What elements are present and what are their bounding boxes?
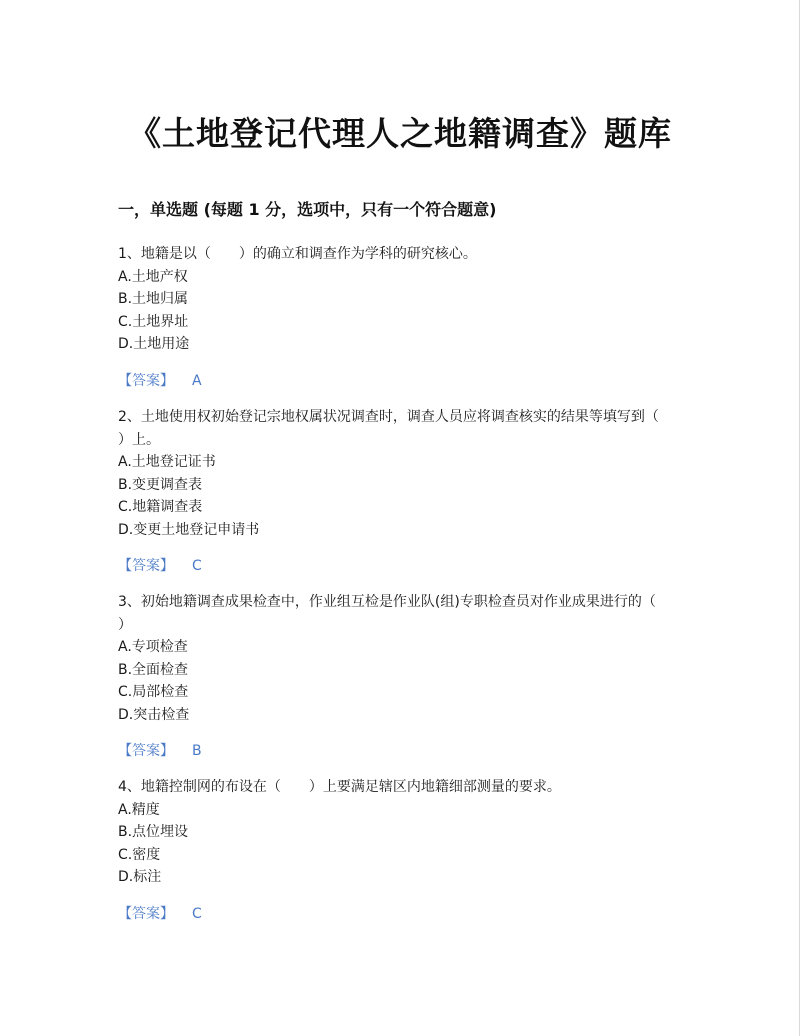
option-d: D.标注	[118, 869, 162, 885]
option-a: A.精度	[118, 801, 160, 818]
question-1	[118, 243, 688, 392]
question-2	[118, 406, 688, 578]
section-heading: 一，单选题 (每题 1 分，选项中，只有一个符合题意)	[118, 200, 497, 219]
answer-tag: 【答案】	[118, 905, 174, 922]
option-b: B.点位埋设	[118, 824, 189, 840]
answer-value: C	[192, 558, 202, 574]
answer-tag: 【答案】	[118, 558, 174, 574]
option-a: A.专项检查	[118, 639, 188, 655]
option-c: C.密度	[118, 846, 161, 863]
option-b: B.全面检查	[118, 661, 189, 678]
answer-value: B	[192, 743, 202, 759]
option-b: B.变更调查表	[118, 476, 203, 493]
question-stem: 3、初始地籍调查成果检查中，作业组互检是作业队(组)专职检查员对作业成果进行的（	[118, 594, 656, 610]
question-stem-cont: ）上。	[118, 431, 160, 448]
answer-value: C	[192, 905, 202, 922]
answer-tag: 【答案】	[118, 743, 174, 759]
question-stem: 1、地籍是以（ ）的确立和调查作为学科的研究核心。	[118, 246, 477, 262]
question-stem: 4、地籍控制网的布设在（ ）上要满足辖区内地籍细部测量的要求。	[118, 779, 561, 795]
option-c: C.土地界址	[118, 313, 189, 330]
question-stem-cont: ）	[118, 616, 132, 633]
option-a: A.土地登记证书	[118, 454, 216, 470]
answer-line	[118, 555, 688, 578]
option-b: B.土地归属	[118, 291, 189, 307]
option-d: D.土地用途	[118, 336, 190, 352]
option-c: C.地籍调查表	[118, 499, 203, 515]
option-d: D.变更土地登记申请书	[118, 521, 260, 538]
answer-value: A	[192, 372, 202, 389]
question-stem: 2、土地使用权初始登记宗地权属状况调查时，调查人员应将调查核实的结果等填写到（	[118, 409, 659, 425]
question-4	[118, 776, 688, 925]
document-title: 《土地登记代理人之地籍调查》题库	[128, 114, 672, 153]
answer-line	[118, 370, 688, 393]
option-c: C.局部检查	[118, 684, 189, 700]
option-d: D.突击检查	[118, 706, 190, 723]
question-3	[118, 591, 688, 763]
answer-tag: 【答案】	[118, 372, 174, 389]
answer-line	[118, 903, 688, 926]
option-a: A.土地产权	[118, 268, 188, 285]
answer-line	[118, 740, 688, 763]
